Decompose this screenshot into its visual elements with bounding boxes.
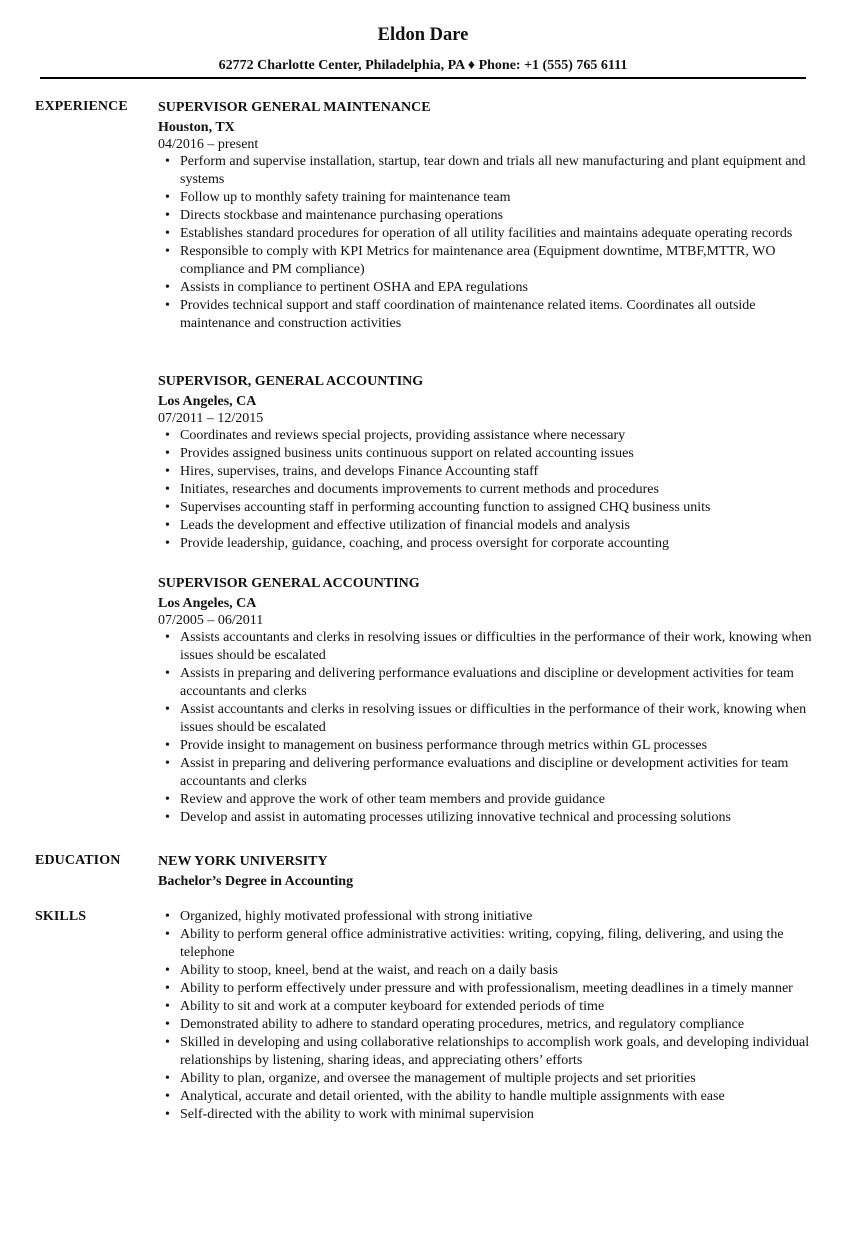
job-entry xyxy=(158,373,818,553)
skill-item: • Ability to plan, organize, and oversee the management of multiple projects and set priorities xyxy=(158,1070,818,1088)
section-label-experience: EXPERIENCE xyxy=(35,99,128,114)
skill-item: • Ability to sit and work at a computer keyboard for extended periods of time xyxy=(158,998,818,1016)
job-bullet: • Assists in compliance to pertinent OSHA and EPA regulations xyxy=(158,279,818,297)
job-bullet: • Assist in preparing and delivering performance evaluations and discipline or development activities for team accountants and clerks xyxy=(158,755,818,791)
job-bullet: • Establishes standard procedures for operation of all utility facilities and maintains adequate operating records xyxy=(158,225,818,243)
job-bullet: • Leads the development and effective utilization of financial models and analysis xyxy=(158,517,818,535)
education-entry xyxy=(158,853,818,890)
skills-entry xyxy=(158,908,818,1124)
candidate-name: Eldon Dare xyxy=(377,25,469,45)
job-bullet-list xyxy=(158,629,818,827)
job-bullet: • Assists in preparing and delivering performance evaluations and discipline or development activities for team accountants and clerks xyxy=(158,665,818,701)
skill-item: • Self-directed with the ability to work with minimal supervision xyxy=(158,1106,818,1124)
job-entry xyxy=(158,575,818,827)
skill-item: • Organized, highly motivated professional with strong initiative xyxy=(158,908,818,926)
skill-item: • Ability to stoop, kneel, bend at the waist, and reach on a daily basis xyxy=(158,962,818,980)
job-bullet: • Review and approve the work of other team members and provide guidance xyxy=(158,791,818,809)
job-bullet: • Develop and assist in automating processes utilizing innovative technical and processing solutions xyxy=(158,809,818,827)
skill-item: • Ability to perform general office administrative activities: writing, copying, filing, delivering, and using the telephone xyxy=(158,926,818,962)
job-bullet: • Assists accountants and clerks in resolving issues or difficulties in the performance of their work, knowing when issues should be escalated xyxy=(158,629,818,665)
section-label-skills: SKILLS xyxy=(35,909,87,924)
job-bullet: • Supervises accounting staff in performing accounting function to assigned CHQ business units xyxy=(158,499,818,517)
job-bullet: • Provide insight to management on business performance through metrics within GL processes xyxy=(158,737,818,755)
job-title: SUPERVISOR GENERAL ACCOUNTING xyxy=(158,576,420,591)
job-bullet: • Provide leadership, guidance, coaching, and process oversight for corporate accounting xyxy=(158,535,818,553)
job-bullet: • Responsible to comply with KPI Metrics for maintenance area (Equipment downtime, MTBF,MTTR, WO compliance and PM compliance) xyxy=(158,243,818,279)
job-bullet-list xyxy=(158,153,818,333)
skill-item: • Demonstrated ability to adhere to standard operating procedures, metrics, and regulatory compliance xyxy=(158,1016,818,1034)
job-location: Los Angeles, CA xyxy=(158,596,257,611)
job-dates: 04/2016 – present xyxy=(158,137,259,152)
skill-item: • Skilled in developing and using collaborative relationships to accomplish work goals, and developing individual relationships by listening, sharing ideas, and appreciating others’ efforts xyxy=(158,1034,818,1070)
contact-line: 62772 Charlotte Center, Philadelphia, PA ♦ Phone: +1 (555) 765 6111 xyxy=(218,58,628,73)
job-location: Houston, TX xyxy=(158,120,235,135)
job-entry xyxy=(158,99,818,333)
job-location: Los Angeles, CA xyxy=(158,394,257,409)
section-label-education: EDUCATION xyxy=(35,853,121,868)
job-bullet-list xyxy=(158,427,818,553)
skill-item: • Ability to perform effectively under pressure and with professionalism, meeting deadlines in a timely manner xyxy=(158,980,818,998)
job-dates: 07/2011 – 12/2015 xyxy=(158,411,264,426)
job-bullet: • Provides assigned business units continuous support on related accounting issues xyxy=(158,445,818,463)
degree: Bachelor’s Degree in Accounting xyxy=(158,874,354,889)
header-divider xyxy=(40,77,806,79)
job-bullet: • Coordinates and reviews special projects, providing assistance where necessary xyxy=(158,427,818,445)
job-bullet: • Initiates, researches and documents improvements to current methods and procedures xyxy=(158,481,818,499)
job-bullet: • Directs stockbase and maintenance purchasing operations xyxy=(158,207,818,225)
skills-list xyxy=(158,908,818,1124)
job-dates: 07/2005 – 06/2011 xyxy=(158,613,264,628)
job-bullet: • Hires, supervises, trains, and develops Finance Accounting staff xyxy=(158,463,818,481)
job-bullet: • Perform and supervise installation, startup, tear down and trials all new manufacturing and plant equipment and systems xyxy=(158,153,818,189)
job-bullet: • Provides technical support and staff coordination of maintenance related items. Coordinates all outside maintenance and construction activities xyxy=(158,297,818,333)
skill-item: • Analytical, accurate and detail oriented, with the ability to handle multiple assignments with ease xyxy=(158,1088,818,1106)
job-bullet: • Follow up to monthly safety training for maintenance team xyxy=(158,189,818,207)
job-title: SUPERVISOR, GENERAL ACCOUNTING xyxy=(158,374,424,389)
school-name: NEW YORK UNIVERSITY xyxy=(158,854,328,869)
job-bullet: • Assist accountants and clerks in resolving issues or difficulties in the performance of their work, knowing when issues should be escalated xyxy=(158,701,818,737)
job-title: SUPERVISOR GENERAL MAINTENANCE xyxy=(158,100,431,115)
